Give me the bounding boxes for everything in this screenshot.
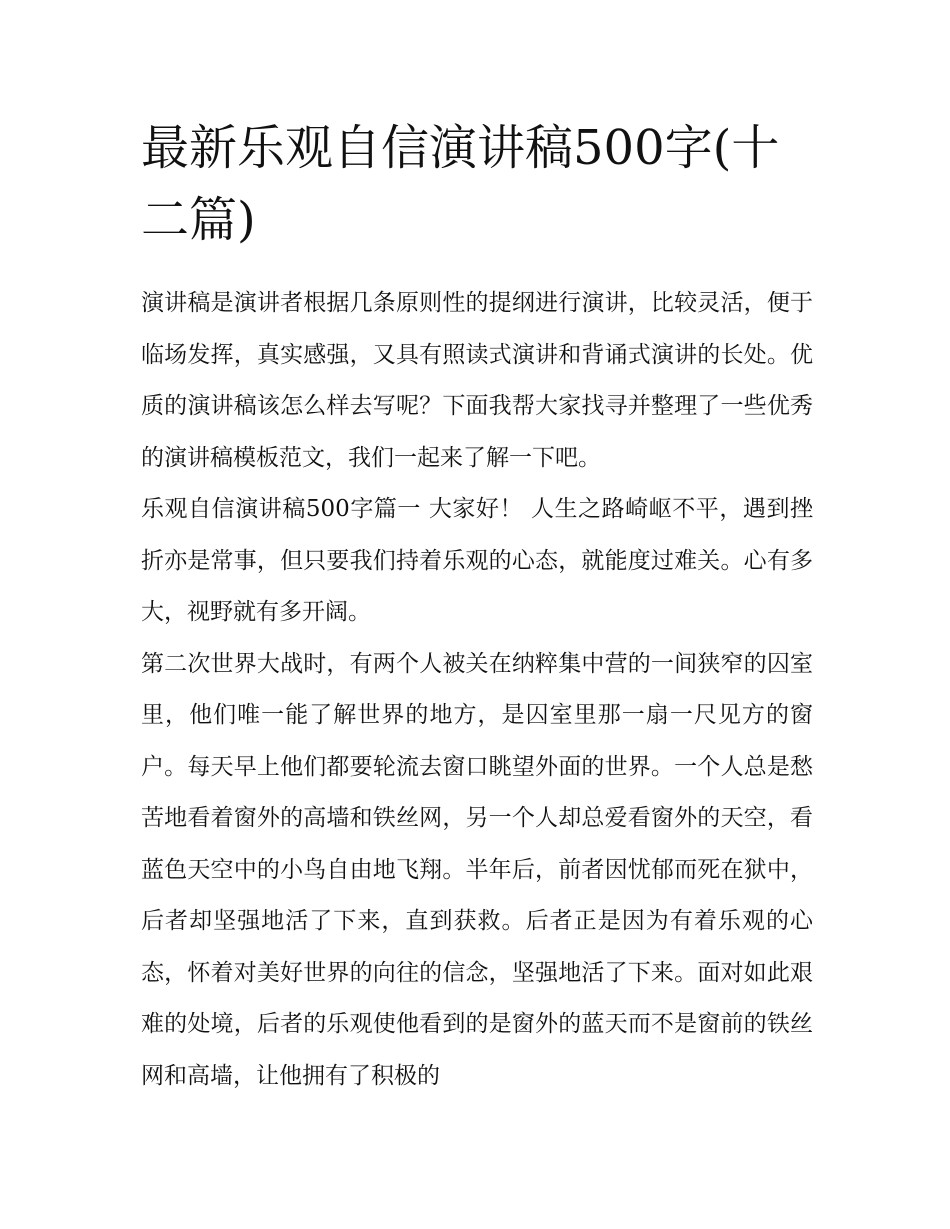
paragraph-intro: 演讲稿是演讲者根据几条原则性的提纲进行演讲，比较灵活，便于临场发挥，真实感强，又具有照读式演讲和背诵式演讲的长处。优质的演讲稿该怎么样去写呢？下面我帮大家找寻并整理了一些优秀的演讲稿模板范文，我们一起来了解一下吧。 [141, 290, 813, 471]
document-title: 最新乐观自信演讲稿500字(十二篇) [141, 120, 780, 248]
paragraph-speech-opening: 乐观自信演讲稿500字篇一 大家好！ 人生之路崎岖不平，遇到挫折亦是常事，但只要我们持着乐观的心态，就能度过难关。心有多大，视野就有多开阔。 [141, 496, 813, 625]
paragraph-wwii-story: 第二次世界大战时，有两个人被关在纳粹集中营的一间狭窄的囚室里，他们唯一能了解世界的地方，是囚室里那一扇一尺见方的窗户。每天早上他们都要轮流去窗口眺望外面的世界。一个人总是愁苦地看着窗外的高墙和铁丝网，另一个人却总爱看窗外的天空，看蓝色天空中的小鸟自由地飞翔。半年后，前者因忧郁而死在狱中，后者却坚强地活了下来，直到获救。后者正是因为有着乐观的心态，怀着对美好世界的向往的信念，坚强地活了下来。面对如此艰难的处境，后者的乐观使他看到的是窗外的蓝天而不是窗前的铁丝网和高墙，让他拥有了积极的 [141, 650, 813, 1089]
document-body [141, 112, 813, 1102]
